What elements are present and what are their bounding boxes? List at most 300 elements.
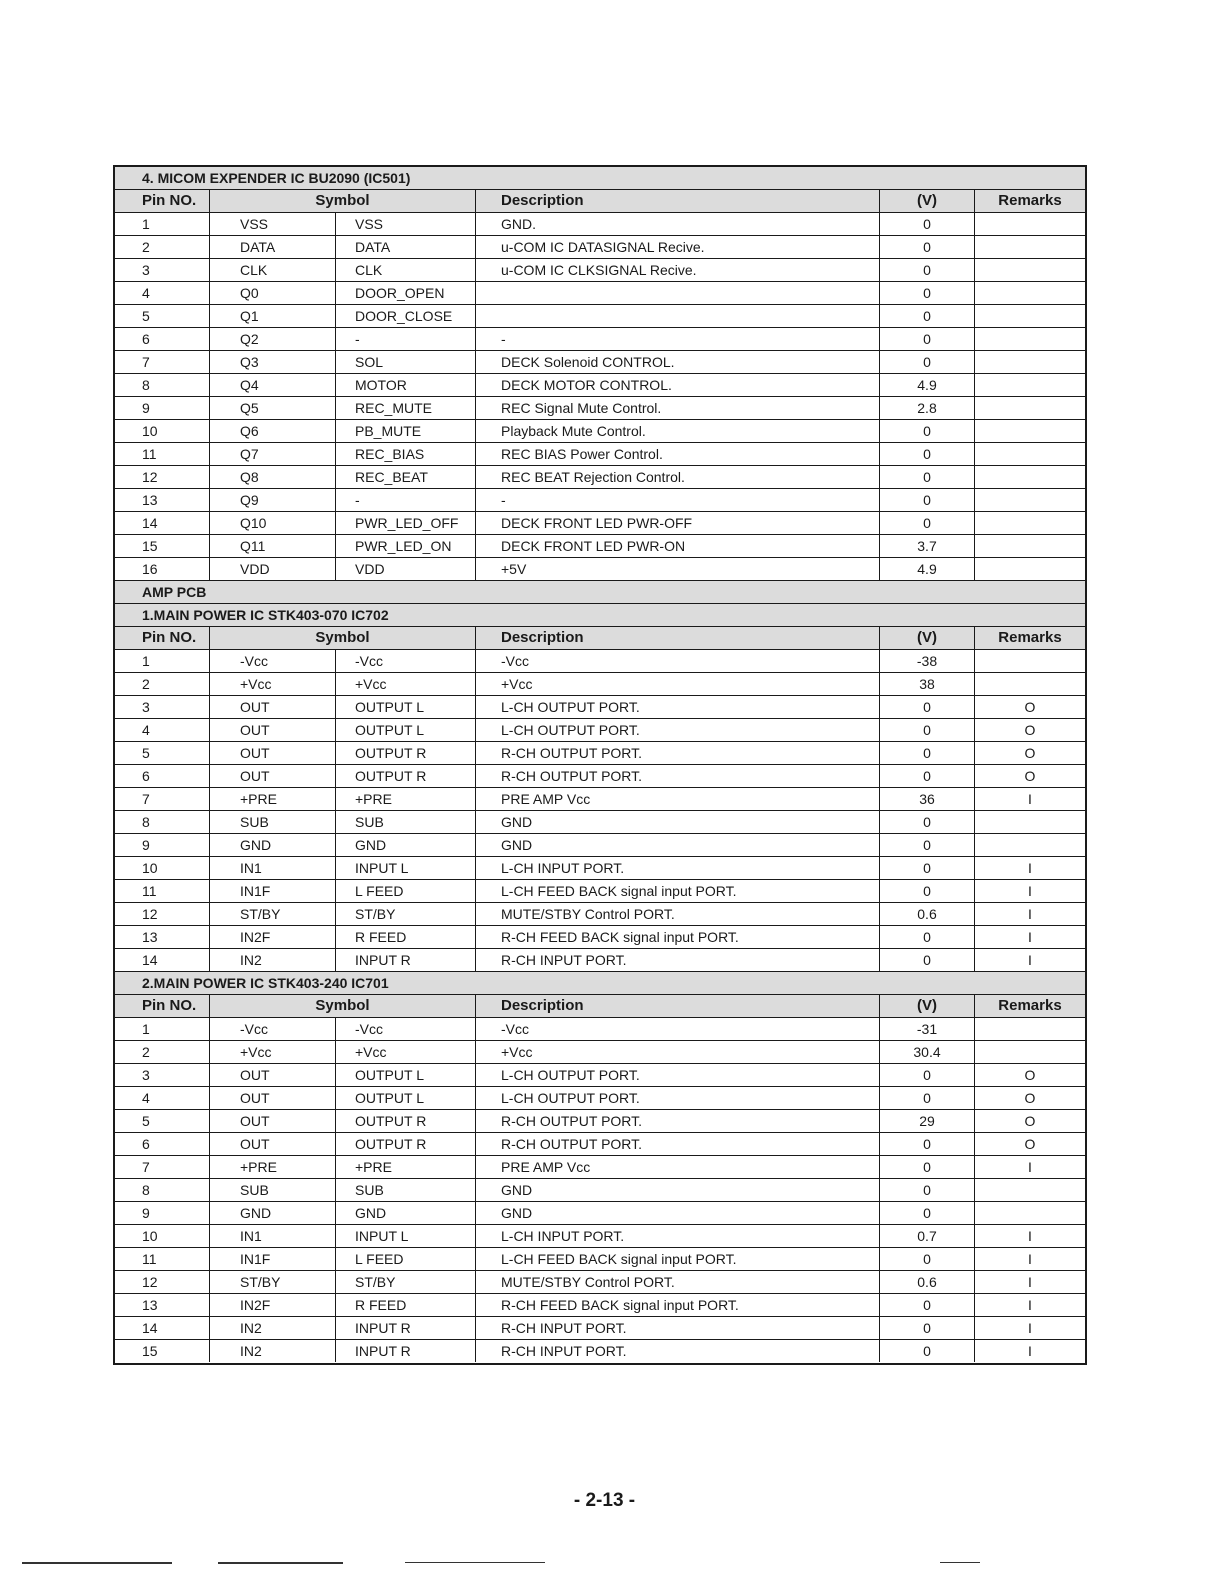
pin-symbol: IN1F <box>210 880 336 902</box>
pin-symbol: GND <box>210 1202 336 1224</box>
pin-remarks <box>975 673 1085 695</box>
pin-description: R-CH OUTPUT PORT. <box>476 1133 880 1155</box>
pin-voltage: 0 <box>880 1248 975 1270</box>
pin-symbol: ST/BY <box>210 903 336 925</box>
pin-number: 3 <box>115 696 210 718</box>
pin-description: R-CH FEED BACK signal input PORT. <box>476 1294 880 1316</box>
pin-symbol: IN1F <box>210 1248 336 1270</box>
pin-description: R-CH OUTPUT PORT. <box>476 742 880 764</box>
pin-symbol: IN2F <box>210 1294 336 1316</box>
table-row <box>115 650 1085 673</box>
pin-number: 12 <box>115 1271 210 1293</box>
pin-description: R-CH OUTPUT PORT. <box>476 1110 880 1132</box>
pin-symbol: OUT <box>210 696 336 718</box>
section-title-text: 1.MAIN POWER IC STK403-070 IC702 <box>142 607 389 623</box>
pin-voltage: 0 <box>880 259 975 281</box>
table-row <box>115 926 1085 949</box>
page-number: - 2-13 - <box>573 1490 636 1511</box>
pin-voltage: 4.9 <box>880 558 975 580</box>
pin-symbol: OUT <box>210 719 336 741</box>
pin-voltage: 0 <box>880 811 975 833</box>
header-symbol: Symbol <box>210 627 476 649</box>
pin-voltage: 30.4 <box>880 1041 975 1063</box>
section-title <box>115 581 1085 604</box>
pin-symbol: Q7 <box>210 443 336 465</box>
signal-name: ST/BY <box>336 1271 476 1293</box>
pin-description: REC BIAS Power Control. <box>476 443 880 465</box>
pin-number: 10 <box>115 1225 210 1247</box>
signal-name: -Vcc <box>336 1018 476 1040</box>
signal-name: OUTPUT L <box>336 719 476 741</box>
pin-remarks <box>975 1202 1085 1224</box>
pin-voltage: 0 <box>880 1156 975 1178</box>
pin-symbol: ST/BY <box>210 1271 336 1293</box>
table-row <box>115 1018 1085 1041</box>
signal-name: OUTPUT L <box>336 1087 476 1109</box>
pin-symbol: VDD <box>210 558 336 580</box>
pin-symbol: VSS <box>210 213 336 235</box>
signal-name: PWR_LED_OFF <box>336 512 476 534</box>
signal-name: INPUT R <box>336 949 476 971</box>
pin-description: +5V <box>476 558 880 580</box>
pin-description: +Vcc <box>476 1041 880 1063</box>
pin-description: R-CH INPUT PORT. <box>476 1317 880 1339</box>
table-row <box>115 949 1085 972</box>
pin-number: 12 <box>115 466 210 488</box>
pin-symbol: Q6 <box>210 420 336 442</box>
pin-symbol: SUB <box>210 811 336 833</box>
pin-description: L-CH OUTPUT PORT. <box>476 1064 880 1086</box>
pin-symbol: IN2 <box>210 949 336 971</box>
pin-voltage: 0 <box>880 1087 975 1109</box>
pin-voltage: 0 <box>880 420 975 442</box>
pin-number: 4 <box>115 1087 210 1109</box>
pin-voltage: 0 <box>880 443 975 465</box>
pin-number: 3 <box>115 1064 210 1086</box>
header-description: Description <box>476 190 880 212</box>
section-title <box>115 604 1085 627</box>
pin-remarks <box>975 305 1085 327</box>
pin-description: L-CH OUTPUT PORT. <box>476 696 880 718</box>
header-voltage: (V) <box>880 995 975 1017</box>
signal-name: OUTPUT R <box>336 742 476 764</box>
pin-number: 5 <box>115 305 210 327</box>
table-row <box>115 489 1085 512</box>
column-header-row <box>115 627 1085 650</box>
pin-voltage: 0.6 <box>880 903 975 925</box>
signal-name: SUB <box>336 1179 476 1201</box>
scan-mark <box>218 1562 343 1564</box>
header-symbol: Symbol <box>210 190 476 212</box>
signal-name: SOL <box>336 351 476 373</box>
pin-voltage: 0.6 <box>880 1271 975 1293</box>
pin-symbol: CLK <box>210 259 336 281</box>
signal-name: INPUT R <box>336 1317 476 1339</box>
pin-number: 2 <box>115 1041 210 1063</box>
table-row <box>115 719 1085 742</box>
table-row <box>115 673 1085 696</box>
pin-voltage: 0 <box>880 489 975 511</box>
pin-remarks <box>975 1018 1085 1040</box>
signal-name: OUTPUT R <box>336 1133 476 1155</box>
pin-description: L-CH INPUT PORT. <box>476 1225 880 1247</box>
pin-remarks: I <box>1028 1274 1032 1290</box>
pin-remarks <box>975 489 1085 511</box>
pin-symbol: GND <box>210 834 336 856</box>
section-title-text: AMP PCB <box>142 584 207 600</box>
pin-number: 6 <box>115 328 210 350</box>
signal-name: +Vcc <box>336 673 476 695</box>
table-row <box>115 1271 1085 1294</box>
pin-voltage: 0 <box>880 305 975 327</box>
signal-name: +PRE <box>336 1156 476 1178</box>
pin-description: Playback Mute Control. <box>476 420 880 442</box>
scan-mark <box>940 1562 980 1563</box>
table-row <box>115 420 1085 443</box>
pin-number: 10 <box>115 420 210 442</box>
pin-description: DECK FRONT LED PWR-OFF <box>476 512 880 534</box>
table-row <box>115 466 1085 489</box>
pin-symbol: IN1 <box>210 1225 336 1247</box>
signal-name: DOOR_OPEN <box>336 282 476 304</box>
pin-remarks: O <box>1024 722 1036 738</box>
scan-mark <box>22 1562 172 1564</box>
pin-symbol: Q0 <box>210 282 336 304</box>
pin-remarks: I <box>1028 860 1032 876</box>
pin-symbol: Q10 <box>210 512 336 534</box>
signal-name: PB_MUTE <box>336 420 476 442</box>
signal-name: ST/BY <box>336 903 476 925</box>
pin-description: R-CH FEED BACK signal input PORT. <box>476 926 880 948</box>
pin-remarks: I <box>1028 1320 1032 1336</box>
pin-number: 12 <box>115 903 210 925</box>
header-pin-no: Pin NO. <box>115 995 210 1017</box>
pin-description: -Vcc <box>476 1018 880 1040</box>
table-row <box>115 880 1085 903</box>
pin-remarks <box>975 213 1085 235</box>
signal-name: PWR_LED_ON <box>336 535 476 557</box>
pin-number: 14 <box>115 949 210 971</box>
pin-voltage: 0 <box>880 949 975 971</box>
signal-name: L FEED <box>336 880 476 902</box>
signal-name: DOOR_CLOSE <box>336 305 476 327</box>
pin-voltage: 38 <box>880 673 975 695</box>
pin-symbol: DATA <box>210 236 336 258</box>
pin-description <box>476 305 880 327</box>
table-row <box>115 765 1085 788</box>
pin-remarks <box>975 1179 1085 1201</box>
pin-symbol: +PRE <box>210 788 336 810</box>
table-row <box>115 742 1085 765</box>
pin-remarks <box>975 259 1085 281</box>
pin-number: 14 <box>115 512 210 534</box>
pin-description: REC BEAT Rejection Control. <box>476 466 880 488</box>
pin-voltage: 0 <box>880 880 975 902</box>
pin-voltage: 0 <box>880 1202 975 1224</box>
pin-number: 8 <box>115 1179 210 1201</box>
pin-voltage: 0 <box>880 1340 975 1362</box>
pin-remarks: I <box>1028 791 1032 807</box>
signal-name: OUTPUT L <box>336 696 476 718</box>
signal-name: GND <box>336 1202 476 1224</box>
pin-voltage: 0 <box>880 1133 975 1155</box>
pin-number: 9 <box>115 397 210 419</box>
signal-name: OUTPUT R <box>336 1110 476 1132</box>
header-description: Description <box>476 627 880 649</box>
signal-name: CLK <box>336 259 476 281</box>
table-row <box>115 374 1085 397</box>
pin-number: 4 <box>115 719 210 741</box>
signal-name: R FEED <box>336 1294 476 1316</box>
table-row <box>115 282 1085 305</box>
signal-name: DATA <box>336 236 476 258</box>
pin-voltage: 0 <box>880 742 975 764</box>
pin-number: 10 <box>115 857 210 879</box>
table-row <box>115 236 1085 259</box>
pin-description: u-COM IC CLKSIGNAL Recive. <box>476 259 880 281</box>
pin-symbol: IN2 <box>210 1340 336 1362</box>
pin-number: 6 <box>115 1133 210 1155</box>
pin-description: DECK FRONT LED PWR-ON <box>476 535 880 557</box>
table-row <box>115 1248 1085 1271</box>
signal-name: GND <box>336 834 476 856</box>
pin-remarks <box>975 282 1085 304</box>
signal-name: SUB <box>336 811 476 833</box>
pin-remarks: I <box>1028 1228 1032 1244</box>
table-row <box>115 1202 1085 1225</box>
column-header-row <box>115 190 1085 213</box>
pin-remarks: I <box>1028 1343 1032 1359</box>
pin-number: 7 <box>115 1156 210 1178</box>
pin-voltage: 0 <box>880 328 975 350</box>
pin-number: 1 <box>115 1018 210 1040</box>
pin-remarks: I <box>1028 1297 1032 1313</box>
pin-description: DECK MOTOR CONTROL. <box>476 374 880 396</box>
pin-remarks: O <box>1024 1090 1036 1106</box>
pin-remarks <box>975 834 1085 856</box>
signal-name: INPUT L <box>336 1225 476 1247</box>
pin-table <box>113 165 1087 1365</box>
pin-voltage: -38 <box>880 650 975 672</box>
header-pin-no: Pin NO. <box>115 190 210 212</box>
table-row <box>115 903 1085 926</box>
pin-number: 16 <box>115 558 210 580</box>
pin-remarks <box>975 397 1085 419</box>
pin-number: 13 <box>115 926 210 948</box>
pin-voltage: 0 <box>880 926 975 948</box>
pin-remarks: I <box>1028 1251 1032 1267</box>
pin-symbol: Q1 <box>210 305 336 327</box>
table-row <box>115 1156 1085 1179</box>
pin-number: 11 <box>115 1248 210 1270</box>
pin-number: 2 <box>115 673 210 695</box>
table-row <box>115 351 1085 374</box>
signal-name: - <box>336 489 476 511</box>
pin-voltage: 0 <box>880 282 975 304</box>
pin-symbol: OUT <box>210 765 336 787</box>
header-remarks: Remarks <box>998 192 1062 209</box>
pin-number: 5 <box>115 742 210 764</box>
pin-description: MUTE/STBY Control PORT. <box>476 903 880 925</box>
signal-name: VDD <box>336 558 476 580</box>
pin-remarks <box>975 466 1085 488</box>
pin-description: PRE AMP Vcc <box>476 788 880 810</box>
signal-name: L FEED <box>336 1248 476 1270</box>
pin-number: 11 <box>115 880 210 902</box>
pin-symbol: Q3 <box>210 351 336 373</box>
pin-symbol: IN2F <box>210 926 336 948</box>
pin-number: 1 <box>115 650 210 672</box>
pin-number: 14 <box>115 1317 210 1339</box>
pin-voltage: 0 <box>880 765 975 787</box>
pin-remarks <box>975 443 1085 465</box>
header-remarks: Remarks <box>998 629 1062 646</box>
table-row <box>115 1087 1085 1110</box>
header-voltage: (V) <box>880 627 975 649</box>
pin-symbol: OUT <box>210 1110 336 1132</box>
pin-description: GND. <box>476 213 880 235</box>
pin-remarks: I <box>1028 1159 1032 1175</box>
pin-number: 13 <box>115 489 210 511</box>
pin-remarks: O <box>1024 1067 1036 1083</box>
pin-description: GND <box>476 811 880 833</box>
signal-name: INPUT R <box>336 1340 476 1362</box>
pin-voltage: 0 <box>880 512 975 534</box>
pin-remarks: O <box>1024 699 1036 715</box>
table-row <box>115 1110 1085 1133</box>
pin-description: MUTE/STBY Control PORT. <box>476 1271 880 1293</box>
pin-remarks: O <box>1024 1113 1036 1129</box>
pin-voltage: 0 <box>880 1294 975 1316</box>
pin-number: 15 <box>115 535 210 557</box>
pin-voltage: 0 <box>880 857 975 879</box>
pin-symbol: SUB <box>210 1179 336 1201</box>
pin-number: 11 <box>115 443 210 465</box>
pin-symbol: Q8 <box>210 466 336 488</box>
pin-description: u-COM IC DATASIGNAL Recive. <box>476 236 880 258</box>
pin-remarks: O <box>1024 745 1036 761</box>
section-title-text: 2.MAIN POWER IC STK403-240 IC701 <box>142 975 389 991</box>
pin-description <box>476 282 880 304</box>
pin-symbol: OUT <box>210 1087 336 1109</box>
pin-description: L-CH OUTPUT PORT. <box>476 719 880 741</box>
table-row <box>115 1317 1085 1340</box>
pin-description: PRE AMP Vcc <box>476 1156 880 1178</box>
section-title <box>115 167 1085 190</box>
header-symbol: Symbol <box>210 995 476 1017</box>
pin-number: 7 <box>115 788 210 810</box>
pin-voltage: 29 <box>880 1110 975 1132</box>
table-row <box>115 811 1085 834</box>
pin-description: R-CH INPUT PORT. <box>476 949 880 971</box>
pin-remarks: I <box>1028 952 1032 968</box>
table-row <box>115 397 1085 420</box>
pin-description: -Vcc <box>476 650 880 672</box>
table-row <box>115 1133 1085 1156</box>
pin-number: 8 <box>115 374 210 396</box>
pin-description: GND <box>476 834 880 856</box>
pin-remarks: I <box>1028 929 1032 945</box>
pin-voltage: 0 <box>880 719 975 741</box>
pin-voltage: 0 <box>880 1179 975 1201</box>
pin-remarks <box>975 811 1085 833</box>
pin-description: L-CH INPUT PORT. <box>476 857 880 879</box>
pin-description: - <box>476 489 880 511</box>
pin-remarks <box>975 351 1085 373</box>
pin-description: L-CH FEED BACK signal input PORT. <box>476 1248 880 1270</box>
header-description: Description <box>476 995 880 1017</box>
column-header-row <box>115 995 1085 1018</box>
section-title-text: 4. MICOM EXPENDER IC BU2090 (IC501) <box>142 170 411 186</box>
table-row <box>115 1294 1085 1317</box>
pin-remarks: I <box>1028 906 1032 922</box>
signal-name: -Vcc <box>336 650 476 672</box>
header-pin-no: Pin NO. <box>115 627 210 649</box>
signal-name: +PRE <box>336 788 476 810</box>
pin-remarks <box>975 420 1085 442</box>
pin-voltage: 0 <box>880 236 975 258</box>
pin-symbol: IN2 <box>210 1317 336 1339</box>
signal-name: REC_BEAT <box>336 466 476 488</box>
pin-remarks: O <box>1024 1136 1036 1152</box>
pin-symbol: OUT <box>210 1133 336 1155</box>
pin-remarks: I <box>1028 883 1032 899</box>
pin-description: +Vcc <box>476 673 880 695</box>
pin-remarks: O <box>1024 768 1036 784</box>
header-remarks: Remarks <box>998 997 1062 1014</box>
table-row <box>115 535 1085 558</box>
pin-symbol: Q11 <box>210 535 336 557</box>
signal-name: REC_BIAS <box>336 443 476 465</box>
pin-description: GND <box>476 1179 880 1201</box>
pin-remarks <box>975 650 1085 672</box>
section-title <box>115 972 1085 995</box>
pin-voltage: 0 <box>880 1064 975 1086</box>
table-row <box>115 857 1085 880</box>
table-row <box>115 1179 1085 1202</box>
pin-number: 2 <box>115 236 210 258</box>
pin-voltage: 0 <box>880 1317 975 1339</box>
pin-description: L-CH FEED BACK signal input PORT. <box>476 880 880 902</box>
pin-voltage: 4.9 <box>880 374 975 396</box>
pin-number: 3 <box>115 259 210 281</box>
signal-name: OUTPUT L <box>336 1064 476 1086</box>
pin-number: 15 <box>115 1340 210 1362</box>
pin-symbol: Q9 <box>210 489 336 511</box>
table-row <box>115 213 1085 236</box>
pin-voltage: 0 <box>880 213 975 235</box>
pin-voltage: 0 <box>880 466 975 488</box>
table-row <box>115 1041 1085 1064</box>
scan-mark <box>405 1562 545 1563</box>
pin-symbol: IN1 <box>210 857 336 879</box>
pin-number: 6 <box>115 765 210 787</box>
pin-description: R-CH INPUT PORT. <box>476 1340 880 1362</box>
pin-description: L-CH OUTPUT PORT. <box>476 1087 880 1109</box>
pin-description: DECK Solenoid CONTROL. <box>476 351 880 373</box>
pin-remarks <box>975 558 1085 580</box>
pin-voltage: -31 <box>880 1018 975 1040</box>
table-row <box>115 558 1085 581</box>
pin-symbol: Q2 <box>210 328 336 350</box>
pin-symbol: Q5 <box>210 397 336 419</box>
pin-voltage: 0 <box>880 696 975 718</box>
pin-number: 9 <box>115 1202 210 1224</box>
signal-name: R FEED <box>336 926 476 948</box>
pin-voltage: 3.7 <box>880 535 975 557</box>
signal-name: OUTPUT R <box>336 765 476 787</box>
table-row <box>115 1064 1085 1087</box>
